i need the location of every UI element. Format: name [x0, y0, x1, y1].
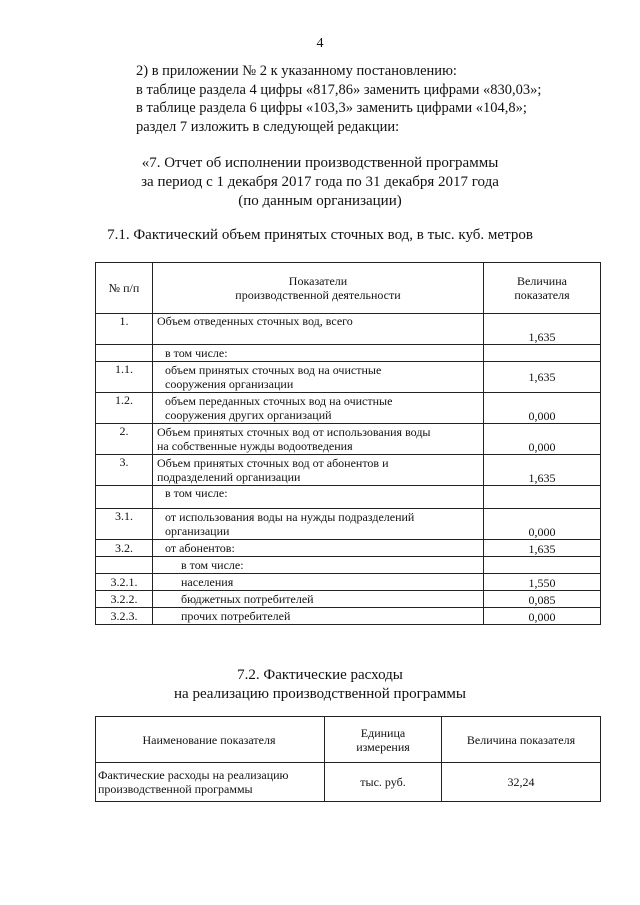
- intro-line: 2) в приложении № 2 к указанному постановлению:: [136, 63, 457, 79]
- row-value: 0,000: [484, 424, 601, 455]
- row-value: 0,085: [484, 591, 601, 608]
- header-indicator-line: производственной деятельности: [235, 288, 401, 302]
- table2-heading-line: на реализацию производственной программы: [174, 686, 466, 702]
- header-unit-line: измерения: [356, 739, 410, 754]
- row-num: 3.1.: [96, 509, 153, 540]
- row-indicator: [153, 509, 484, 540]
- section-title-line: (по данным организации): [238, 193, 402, 209]
- row-name-line: производственной программы: [98, 782, 253, 796]
- table-row: [96, 486, 601, 509]
- row-indicator: [153, 362, 484, 393]
- row-indicator-line: подразделений организации: [157, 470, 301, 484]
- row-indicator: от абонентов:: [153, 540, 484, 557]
- intro-line: в таблице раздела 6 цифры «103,3» заменить цифрами «104,8»;: [136, 100, 527, 116]
- header-name: Наименование показателя: [96, 717, 325, 763]
- row-indicator: Объем отведенных сточных вод, всего: [153, 314, 484, 345]
- table2-heading-line: 7.2. Фактические расходы: [237, 667, 403, 683]
- row-value: 0,000: [484, 393, 601, 424]
- row-indicator-line: объем принятых сточных вод на очистные: [165, 363, 382, 377]
- row-indicator: в том числе:: [153, 557, 484, 574]
- row-num: 3.2.1.: [96, 574, 153, 591]
- row-indicator-line: Объем принятых сточных вод от использования воды: [157, 425, 431, 439]
- page-number: 4: [316, 36, 324, 51]
- actual-expenses-table: [95, 716, 601, 802]
- row-num: 3.2.3.: [96, 608, 153, 625]
- row-name-line: Фактические расходы на реализацию: [98, 768, 289, 782]
- header-unit-line: Единица: [360, 725, 406, 740]
- header-unit: [325, 717, 442, 763]
- table-row: [96, 424, 601, 455]
- table-row: [96, 509, 601, 540]
- row-indicator: [153, 424, 484, 455]
- table-row: [96, 345, 601, 362]
- row-value: [484, 557, 601, 574]
- row-indicator: населения: [153, 574, 484, 591]
- row-indicator: в том числе:: [153, 486, 484, 509]
- row-indicator-line: сооружения других организаций: [165, 408, 332, 422]
- row-value: 0,000: [484, 608, 601, 625]
- table-header-row: [96, 263, 601, 314]
- row-num: 2.: [96, 424, 153, 455]
- table-header-row: [96, 717, 601, 763]
- table-row: [96, 362, 601, 393]
- table-row: [96, 393, 601, 424]
- intro-line: в таблице раздела 4 цифры «817,86» заменить цифрами «830,03»;: [136, 81, 542, 98]
- header-value: Величина показателя: [484, 263, 601, 314]
- row-num: [96, 345, 153, 362]
- row-value: 1,635: [484, 540, 601, 557]
- row-num: 1.1.: [96, 362, 153, 393]
- table-row: [96, 763, 601, 802]
- row-num: [96, 486, 153, 509]
- row-indicator-line: организации: [165, 524, 230, 538]
- table-row: [96, 557, 601, 574]
- row-indicator: в том числе:: [153, 345, 484, 362]
- section-title-line: за период с 1 декабря 2017 года по 31 декабря 2017 года: [141, 174, 499, 190]
- table-row: [96, 314, 601, 345]
- row-value: 1,635: [484, 455, 601, 486]
- row-indicator-line: сооружения организации: [165, 377, 294, 391]
- table-row: [96, 540, 601, 557]
- table-row: [96, 608, 601, 625]
- row-value: [484, 345, 601, 362]
- row-indicator-line: объем переданных сточных вод на очистные: [165, 394, 393, 408]
- table-row: [96, 455, 601, 486]
- header-num: № п/п: [96, 263, 153, 314]
- wastewater-volume-table: [95, 262, 601, 625]
- row-unit: тыс. руб.: [325, 763, 442, 802]
- section-title-line: «7. Отчет об исполнении производственной программы: [141, 155, 499, 171]
- row-num: 3.: [96, 455, 153, 486]
- row-value: 32,24: [442, 763, 601, 802]
- table-row: [96, 574, 601, 591]
- table-row: [96, 591, 601, 608]
- header-indicator: [153, 263, 484, 314]
- row-num: 3.2.2.: [96, 591, 153, 608]
- row-indicator: прочих потребителей: [153, 608, 484, 625]
- row-value: 1,635: [484, 362, 601, 393]
- row-indicator: [153, 393, 484, 424]
- row-num: 1.2.: [96, 393, 153, 424]
- section-title: [0, 154, 640, 211]
- row-indicator-line: на собственные нужды водоотведения: [157, 439, 353, 453]
- header-indicator-line: Показатели: [288, 274, 348, 288]
- intro-line: раздел 7 изложить в следующей редакции:: [136, 118, 400, 135]
- row-indicator-line: от использования воды на нужды подразделений: [165, 510, 415, 524]
- row-indicator: [153, 455, 484, 486]
- row-indicator-line: Объем принятых сточных вод от абонентов и: [157, 456, 389, 470]
- row-num: 1.: [96, 314, 153, 345]
- row-value: 1,550: [484, 574, 601, 591]
- row-indicator: бюджетных потребителей: [153, 591, 484, 608]
- row-value: 0,000: [484, 509, 601, 540]
- row-num: [96, 557, 153, 574]
- header-value: Величина показателя: [442, 717, 601, 763]
- table2-heading: [0, 666, 640, 704]
- intro-paragraph: [136, 62, 541, 136]
- row-num: 3.2.: [96, 540, 153, 557]
- row-name: [96, 763, 325, 802]
- row-value: [484, 486, 601, 509]
- table1-heading: 7.1. Фактический объем принятых сточных вод, в тыс. куб. метров: [107, 227, 533, 243]
- row-value: 1,635: [484, 314, 601, 345]
